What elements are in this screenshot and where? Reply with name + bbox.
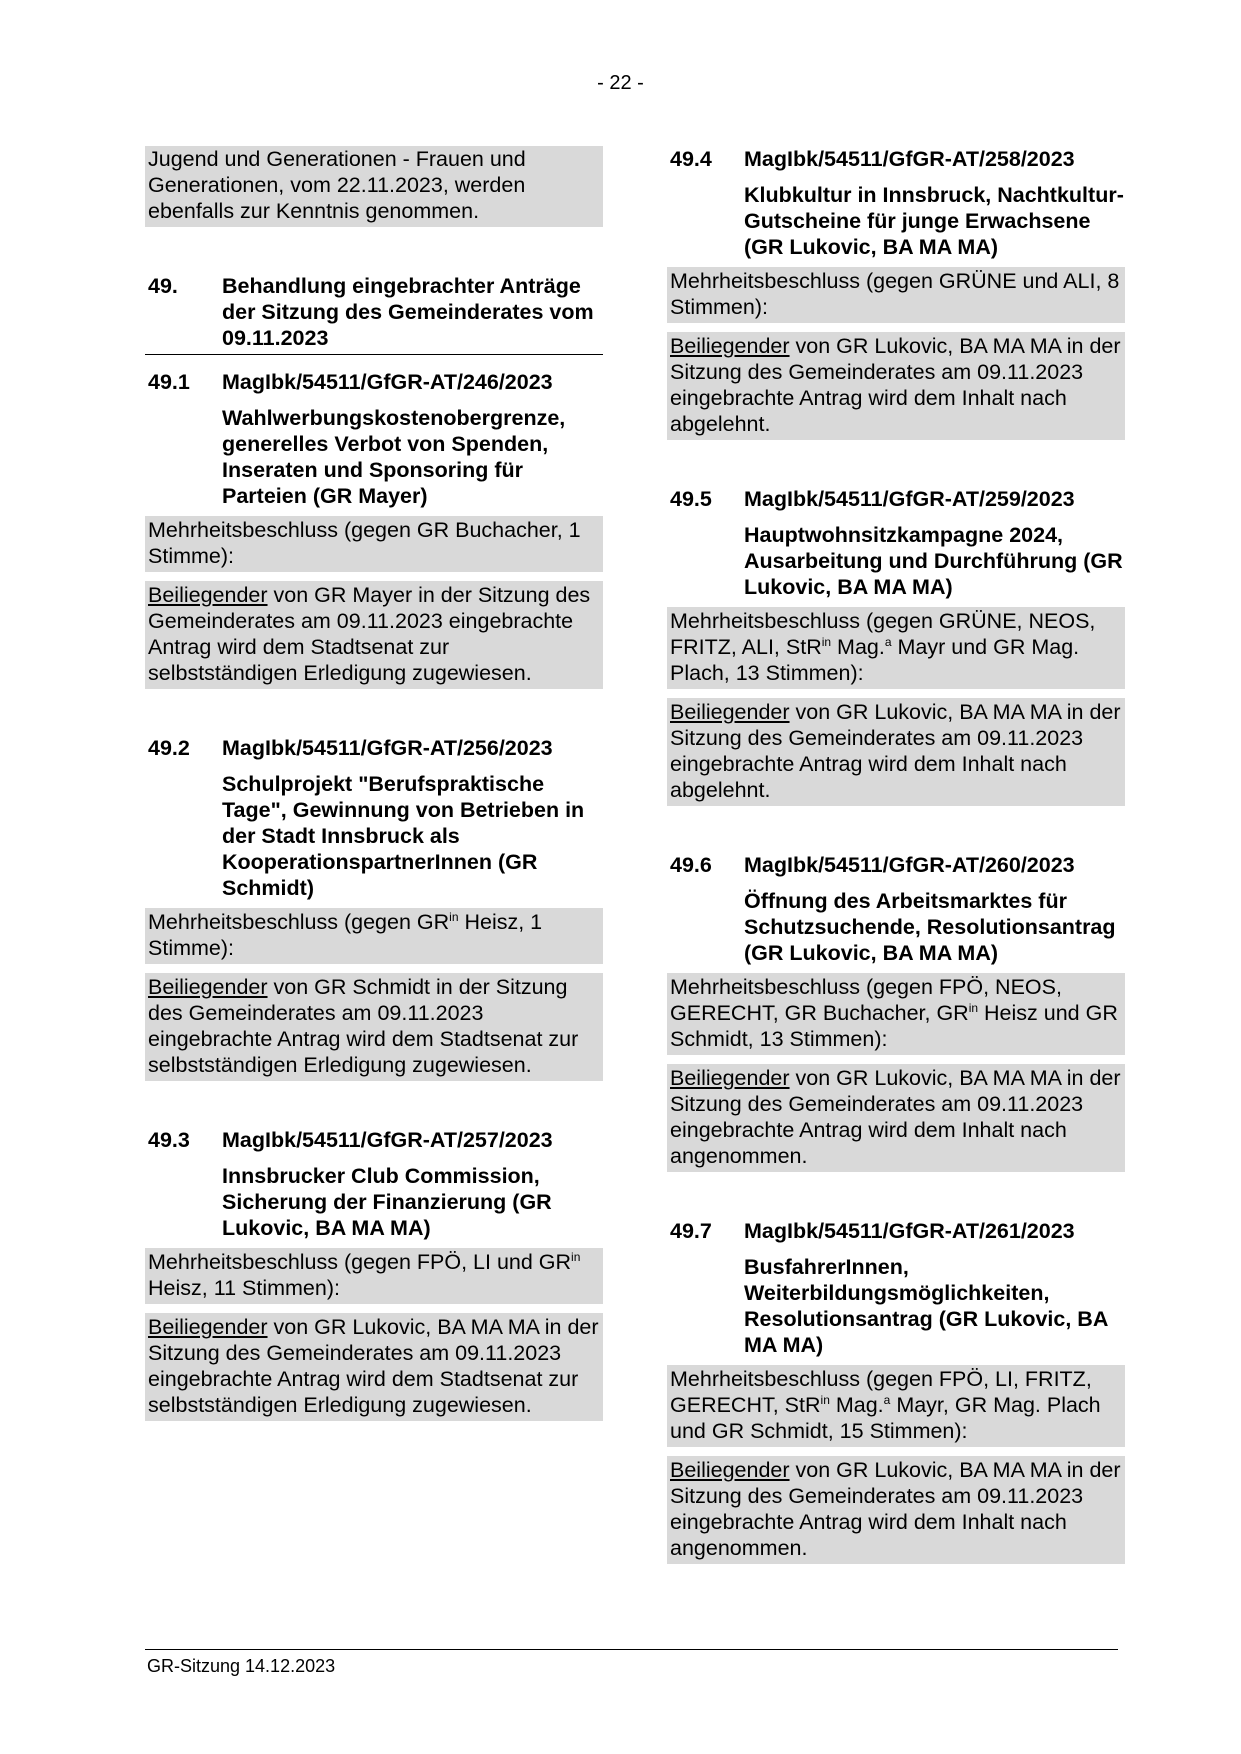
decision-lead: Beiliegender xyxy=(670,700,790,724)
item-heading xyxy=(145,369,603,395)
item-heading xyxy=(667,1218,1125,1244)
footer-divider xyxy=(145,1649,1118,1650)
vote-part: Mayr und GR Mag. Plach, 13 Stimmen): xyxy=(670,635,1080,685)
decision-lead: Beiliegender xyxy=(670,1066,790,1090)
item-heading xyxy=(667,146,1125,172)
vote-part: Heisz und GR Schmidt, 13 Stimmen): xyxy=(670,1001,1118,1051)
decision-text xyxy=(667,332,1125,440)
item-title: Klubkultur in Innsbruck, Nachtkultur-Gutscheine für junge Erwachsene (GR Lukovic, BA MA MA) xyxy=(744,183,1124,259)
item-title: Wahlwerbungskostenobergrenze, generelles Verbot von Spenden, Inseraten und Sponsoring für Parteien (GR Mayer) xyxy=(222,406,566,508)
agenda-item xyxy=(667,486,1125,806)
vote-part: Mag. xyxy=(831,635,885,659)
vote-result xyxy=(145,908,603,964)
vote-part: Heisz, 1 Stimme): xyxy=(148,910,543,960)
intro-text: Jugend und Generationen - Frauen und Generationen, vom 22.11.2023, werden ebenfalls zur Kenntnis genommen. xyxy=(145,146,603,227)
vote-superscript: in xyxy=(968,1000,979,1015)
item-number: 49.2 xyxy=(148,736,190,760)
item-heading xyxy=(145,1127,603,1153)
vote-part: Heisz, 11 Stimmen): xyxy=(148,1276,340,1300)
decision-lead: Beiliegender xyxy=(148,975,268,999)
vote-part: Mehrheitsbeschluss (gegen GR xyxy=(148,910,450,934)
item-number: 49.5 xyxy=(670,487,712,511)
item-title: Innsbrucker Club Commission, Sicherung der Finanzierung (GR Lukovic, BA MA MA) xyxy=(222,1164,552,1240)
vote-result xyxy=(667,973,1125,1055)
section-number: 49. xyxy=(148,274,178,298)
item-title: BusfahrerInnen, Weiterbildungsmöglichkeiten, Resolutionsantrag (GR Lukovic, BA MA MA) xyxy=(744,1255,1108,1357)
decision-body: von GR Schmidt in der Sitzung des Gemeinderates am 09.11.2023 eingebrachte Antrag wird dem Stadtsenat zur selbstständigen Erledigung zugewiesen. xyxy=(148,975,579,1077)
decision-body: von GR Lukovic, BA MA MA in der Sitzung des Gemeinderates am 09.11.2023 eingebrachte Antrag wird dem Stadtsenat zur selbstständigen Erledigung zugewiesen. xyxy=(148,1315,599,1417)
decision-text xyxy=(145,1313,603,1421)
vote-part: Mehrheitsbeschluss (gegen GRÜNE, NEOS, FRITZ, ALI, StR xyxy=(670,609,1096,659)
item-title: Hauptwohnsitzkampagne 2024, Ausarbeitung und Durchführung (GR Lukovic, BA MA MA) xyxy=(744,523,1123,599)
item-number: 49.1 xyxy=(148,370,190,394)
item-heading xyxy=(667,486,1125,512)
decision-text xyxy=(667,698,1125,806)
decision-body: von GR Lukovic, BA MA MA in der Sitzung des Gemeinderates am 09.11.2023 eingebrachte Antrag wird dem Inhalt nach abgelehnt. xyxy=(670,334,1121,436)
footer-text: GR-Sitzung 14.12.2023 xyxy=(147,1656,336,1676)
vote-superscript: a xyxy=(883,1392,891,1407)
item-number: 49.4 xyxy=(670,147,712,171)
decision-lead: Beiliegender xyxy=(670,334,790,358)
vote-part: Mehrheitsbeschluss (gegen FPÖ, LI, FRITZ, GERECHT, StR xyxy=(670,1367,1092,1417)
agenda-item xyxy=(145,1127,603,1421)
item-reference: MagIbk/54511/GfGR-AT/256/2023 xyxy=(222,736,553,760)
right-column xyxy=(667,146,1125,1564)
vote-superscript: in xyxy=(821,634,832,649)
decision-text xyxy=(145,973,603,1081)
decision-text xyxy=(145,581,603,689)
item-reference: MagIbk/54511/GfGR-AT/258/2023 xyxy=(744,147,1075,171)
page-number: - 22 - xyxy=(597,72,644,94)
agenda-item xyxy=(667,146,1125,440)
item-title: Öffnung des Arbeitsmarktes für Schutzsuchende, Resolutionsantrag (GR Lukovic, BA MA MA) xyxy=(744,889,1116,965)
agenda-item xyxy=(667,852,1125,1172)
vote-result xyxy=(667,1365,1125,1447)
item-reference: MagIbk/54511/GfGR-AT/259/2023 xyxy=(744,487,1075,511)
item-number: 49.7 xyxy=(670,1219,712,1243)
decision-body: von GR Mayer in der Sitzung des Gemeinderates am 09.11.2023 eingebrachte Antrag wird dem Stadtsenat zur selbstständigen Erledigung zugewiesen. xyxy=(148,583,591,685)
vote-part: Mehrheitsbeschluss (gegen FPÖ, LI und GR xyxy=(148,1250,572,1274)
vote-superscript: in xyxy=(571,1249,581,1264)
section-heading xyxy=(145,273,603,355)
item-heading xyxy=(667,852,1125,878)
item-number: 49.6 xyxy=(670,853,712,877)
agenda-item xyxy=(667,1218,1125,1564)
vote-result xyxy=(145,1248,603,1304)
agenda-item xyxy=(145,369,603,689)
vote-part: Mehrheitsbeschluss (gegen FPÖ, NEOS, GERECHT, GR Buchacher, GR xyxy=(670,975,1062,1025)
item-number: 49.3 xyxy=(148,1128,190,1152)
vote-superscript: in xyxy=(449,909,459,924)
decision-body: von GR Lukovic, BA MA MA in der Sitzung des Gemeinderates am 09.11.2023 eingebrachte Antrag wird dem Inhalt nach abgelehnt. xyxy=(670,700,1121,802)
item-reference: MagIbk/54511/GfGR-AT/260/2023 xyxy=(744,853,1075,877)
item-title: Schulprojekt "Berufspraktische Tage", Gewinnung von Betrieben in der Stadt Innsbruck als KooperationspartnerInnen (GR Schmidt) xyxy=(222,772,585,900)
section-title: Behandlung eingebrachter Anträge der Sitzung des Gemeinderates vom 09.11.2023 xyxy=(222,274,594,350)
agenda-item xyxy=(145,735,603,1081)
item-reference: MagIbk/54511/GfGR-AT/261/2023 xyxy=(744,1219,1075,1243)
decision-lead: Beiliegender xyxy=(670,1458,790,1482)
vote-result xyxy=(667,607,1125,689)
decision-body: von GR Lukovic, BA MA MA in der Sitzung des Gemeinderates am 09.11.2023 eingebrachte Antrag wird dem Inhalt nach angenommen. xyxy=(670,1066,1121,1168)
vote-part: Mayr, GR Mag. Plach und GR Schmidt, 15 Stimmen): xyxy=(670,1393,1101,1443)
decision-lead: Beiliegender xyxy=(148,583,268,607)
item-heading xyxy=(145,735,603,761)
decision-text xyxy=(667,1456,1125,1564)
vote-result: Mehrheitsbeschluss (gegen GRÜNE und ALI, 8 Stimmen): xyxy=(667,267,1125,323)
vote-result: Mehrheitsbeschluss (gegen GR Buchacher, 1 Stimme): xyxy=(145,516,603,572)
decision-lead: Beiliegender xyxy=(148,1315,268,1339)
vote-superscript: a xyxy=(884,634,892,649)
decision-body: von GR Lukovic, BA MA MA in der Sitzung des Gemeinderates am 09.11.2023 eingebrachte Antrag wird dem Inhalt nach angenommen. xyxy=(670,1458,1121,1560)
item-reference: MagIbk/54511/GfGR-AT/257/2023 xyxy=(222,1128,553,1152)
decision-text xyxy=(667,1064,1125,1172)
item-reference: MagIbk/54511/GfGR-AT/246/2023 xyxy=(222,370,553,394)
vote-part: Mag. xyxy=(829,1393,884,1417)
vote-superscript: in xyxy=(820,1392,830,1407)
left-column xyxy=(145,146,603,1421)
